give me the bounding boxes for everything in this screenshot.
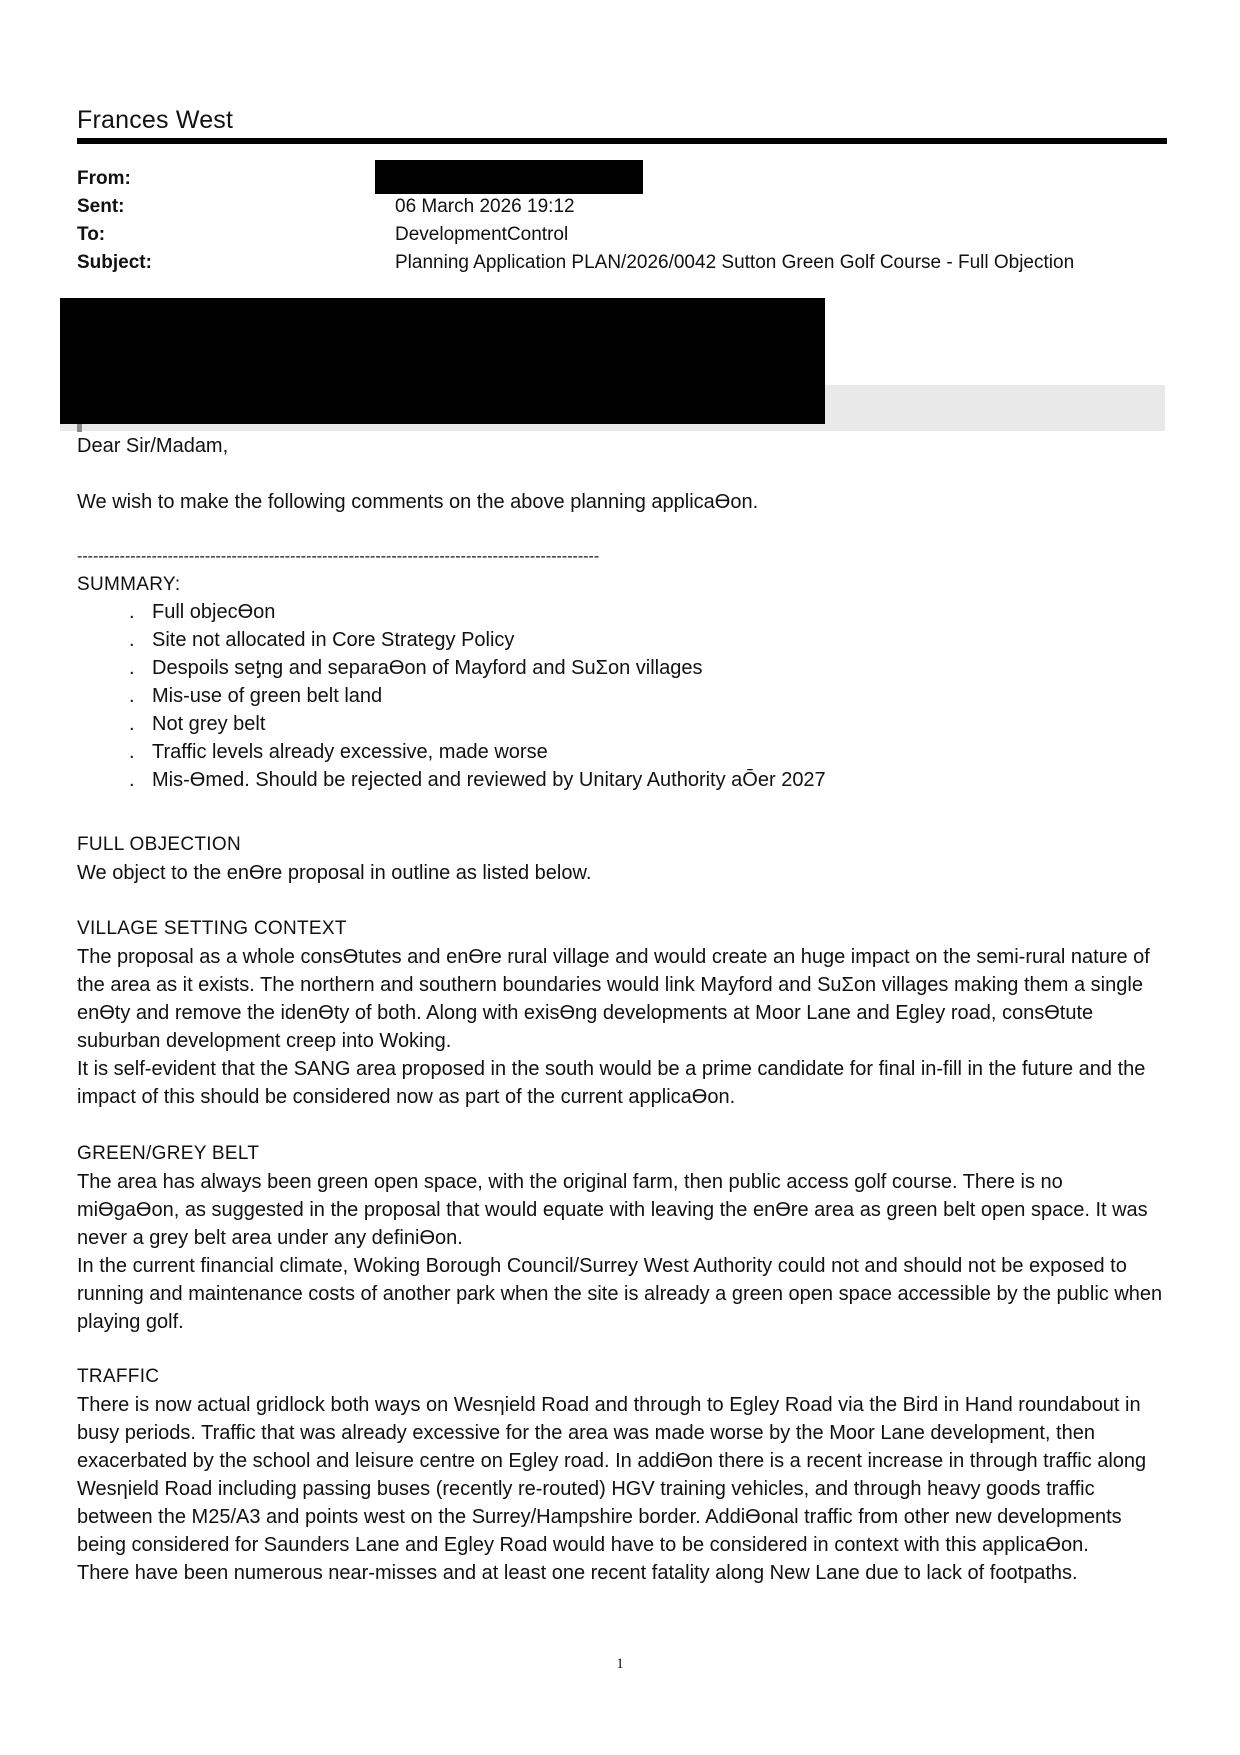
- paragraph: It is self-evident that the SANG area proposed in the south would be a prime candidate for final in-fill in the future and the impact of this should be considered now as part of the current applicaƟon.: [77, 1058, 1146, 1108]
- traffic-heading: TRAFFIC: [77, 1366, 160, 1387]
- village-setting-text: [77, 943, 1167, 1111]
- summary-item: Mis-use of green belt land: [152, 685, 383, 707]
- summary-item: Despoils seƫng and separaƟon of Mayford and SuƩon villages: [152, 657, 703, 679]
- summary-item: Site not allocated in Core Strategy Policy: [152, 629, 515, 651]
- bullet-marker: .: [129, 713, 135, 735]
- village-setting-heading: VILLAGE SETTING CONTEXT: [77, 918, 347, 939]
- green-belt-heading: GREEN/GREY BELT: [77, 1143, 260, 1164]
- list-item: [77, 710, 1077, 738]
- redacted-block: [60, 298, 825, 424]
- list-item: [77, 738, 1077, 766]
- summary-item: Full objecƟon: [152, 601, 276, 623]
- bullet-marker: .: [129, 741, 135, 763]
- paragraph: In the current financial climate, Woking Borough Council/Surrey West Authority could not and should not be exposed to running and maintenance costs of another park when the site is already a green open space accessible by the public when playing golf.: [77, 1255, 1163, 1333]
- green-belt-text: [77, 1168, 1167, 1336]
- from-label: From:: [77, 168, 131, 189]
- bullet-marker: .: [129, 629, 135, 651]
- summary-heading: SUMMARY:: [77, 574, 181, 595]
- greeting: Dear Sir/Madam,: [77, 435, 229, 457]
- sent-label: Sent:: [77, 196, 125, 217]
- sent-value: 06 March 2026 19:12: [395, 196, 575, 217]
- list-item: [77, 766, 1077, 794]
- bullet-marker: .: [129, 769, 135, 791]
- paragraph: The area has always been green open space, with the original farm, then public access golf course. There is no miƟgaƟon, as suggested in the proposal that would equate with leaving the enƟre area as green belt open space. It was never a grey belt area under any definiƟon.: [77, 1171, 1148, 1249]
- traffic-text: [77, 1391, 1167, 1587]
- separator-line: --------------------------------------------------------------------------------------------------: [77, 548, 600, 565]
- redacted-sender-address: [375, 160, 643, 194]
- list-item: [77, 598, 1077, 626]
- paragraph: The proposal as a whole consƟtutes and enƟre rural village and would create an huge impact on the semi-rural nature of the area as it exists. The northern and southern boundaries would link Mayford and SuƩon villages making them a single enƟty and remove the idenƟty of both. Along with exisƟng developments at Moor Lane and Egley road, consƟtute suburban development creep into Woking.: [77, 946, 1150, 1052]
- summary-item: Traffic levels already excessive, made worse: [152, 741, 548, 763]
- paragraph: There is now actual gridlock both ways on Wesƞield Road and through to Egley Road via the Bird in Hand roundabout in busy periods. Traffic that was already excessive for the area was made worse by the Moor Lane development, then exacerbated by the school and leisure centre on Egley road. In addiƟon there is a recent increase in through traffic along Wesƞield Road including passing buses (recently re-routed) HGV training vehicles, and through heavy goods traffic between the M25/A3 and points west on the Surrey/Hampshire border. AddiƟonal traffic from other new developments being considered for Saunders Lane and Egley Road would have to be considered in context with this applicaƟon.: [77, 1394, 1147, 1556]
- list-item: [77, 682, 1077, 710]
- paragraph: There have been numerous near-misses and at least one recent fatality along New Lane due to lack of footpaths.: [77, 1562, 1078, 1584]
- sender-name: Frances West: [77, 106, 234, 134]
- to-label: To:: [77, 224, 106, 245]
- list-item: [77, 654, 1077, 682]
- summary-list: [77, 598, 1077, 794]
- bullet-marker: .: [129, 601, 135, 623]
- full-objection-heading: FULL OBJECTION: [77, 834, 241, 855]
- to-value: DevelopmentControl: [395, 224, 569, 245]
- list-item: [77, 626, 1077, 654]
- subject-value: Planning Application PLAN/2026/0042 Sutton Green Golf Course - Full Objection: [395, 252, 1075, 273]
- subject-label: Subject:: [77, 252, 152, 273]
- page-number: 1: [616, 1656, 624, 1672]
- bullet-marker: .: [129, 685, 135, 707]
- summary-item: Not grey belt: [152, 713, 266, 735]
- bullet-marker: .: [129, 657, 135, 679]
- summary-item: Mis-Ɵmed. Should be rejected and reviewed by Unitary Authority aŌer 2027: [152, 769, 826, 791]
- intro-text: We wish to make the following comments on the above planning applicaƟon.: [77, 491, 759, 513]
- full-objection-text: We object to the enƟre proposal in outline as listed below.: [77, 862, 592, 884]
- header-rule: [77, 138, 1167, 144]
